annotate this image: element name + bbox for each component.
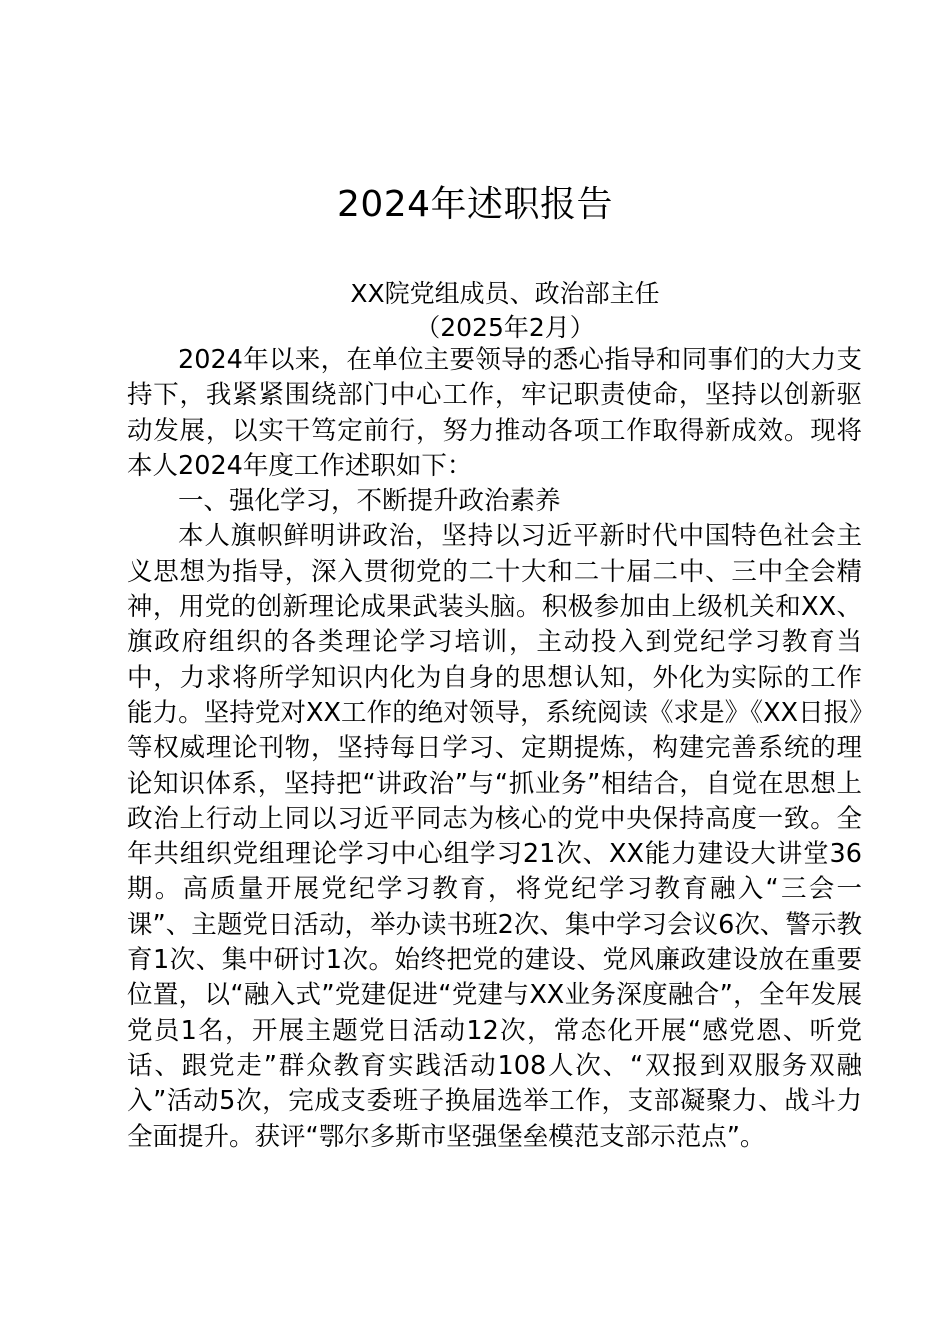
section-heading: 一、强化学习，不断提升政治素养 [178,486,561,517]
document-title: 2024年述职报告 [336,184,614,225]
intro-paragraph: 2024年以来，在单位主要领导的悉心指导和同事们的大力支持下，我紧紧围绕部门中心工作，牢记职责使命，坚持以创新驱动发展，以实干笃定前行，努力推动各项工作取得新成效。现将本人2024年度工作述职如下： [127,345,862,481]
document-body [127,343,862,1155]
document-author: XX院党组成员、政治部主任 [350,279,660,308]
document-date: （2025年2月） [415,313,595,342]
section-paragraph: 本人旗帜鲜明讲政治，坚持以习近平新时代中国特色社会主义思想为指导，深入贯彻党的二十大和二十届二中、三中全会精神，用党的创新理论成果武装头脑。积极参加由上级机关和XX、旗政府组织的各类理论学习培训，主动投入到党纪学习教育当中，力求将所学知识内化为自身的思想认知，外化为实际的工作能力。坚持党对XX工作的绝对领导，系统阅读《求是》《XX日报》等权威理论刊物，坚持每日学习、定期提炼，构建完善系统的理论知识体系，坚持把“讲政治”与“抓业务”相结合，自觉在思想上政治上行动上同以习近平同志为核心的党中央保持高度一致。全年共组织党组理论学习中心组学习21次、XX能力建设大讲堂36期。高质量开展党纪学习教育，将党纪学习教育融入“三会一课”、主题党日活动，举办读书班2次、集中学习会议6次、警示教育1次、集中研讨1次。始终把党的建设、党风廉政建设放在重要位置，以“融入式”党建促进“党建与XX业务深度融合”，全年发展党员1名，开展主题党日活动12次，常态化开展“感党恩、听党话、跟党走”群众教育实践活动108人次、“双报到双服务双融入”活动5次，完成支委班子换届选举工作，支部凝聚力、战斗力全面提升。获评“鄂尔多斯市坚强堡垒模范支部示范点”。 [127,521,862,1152]
